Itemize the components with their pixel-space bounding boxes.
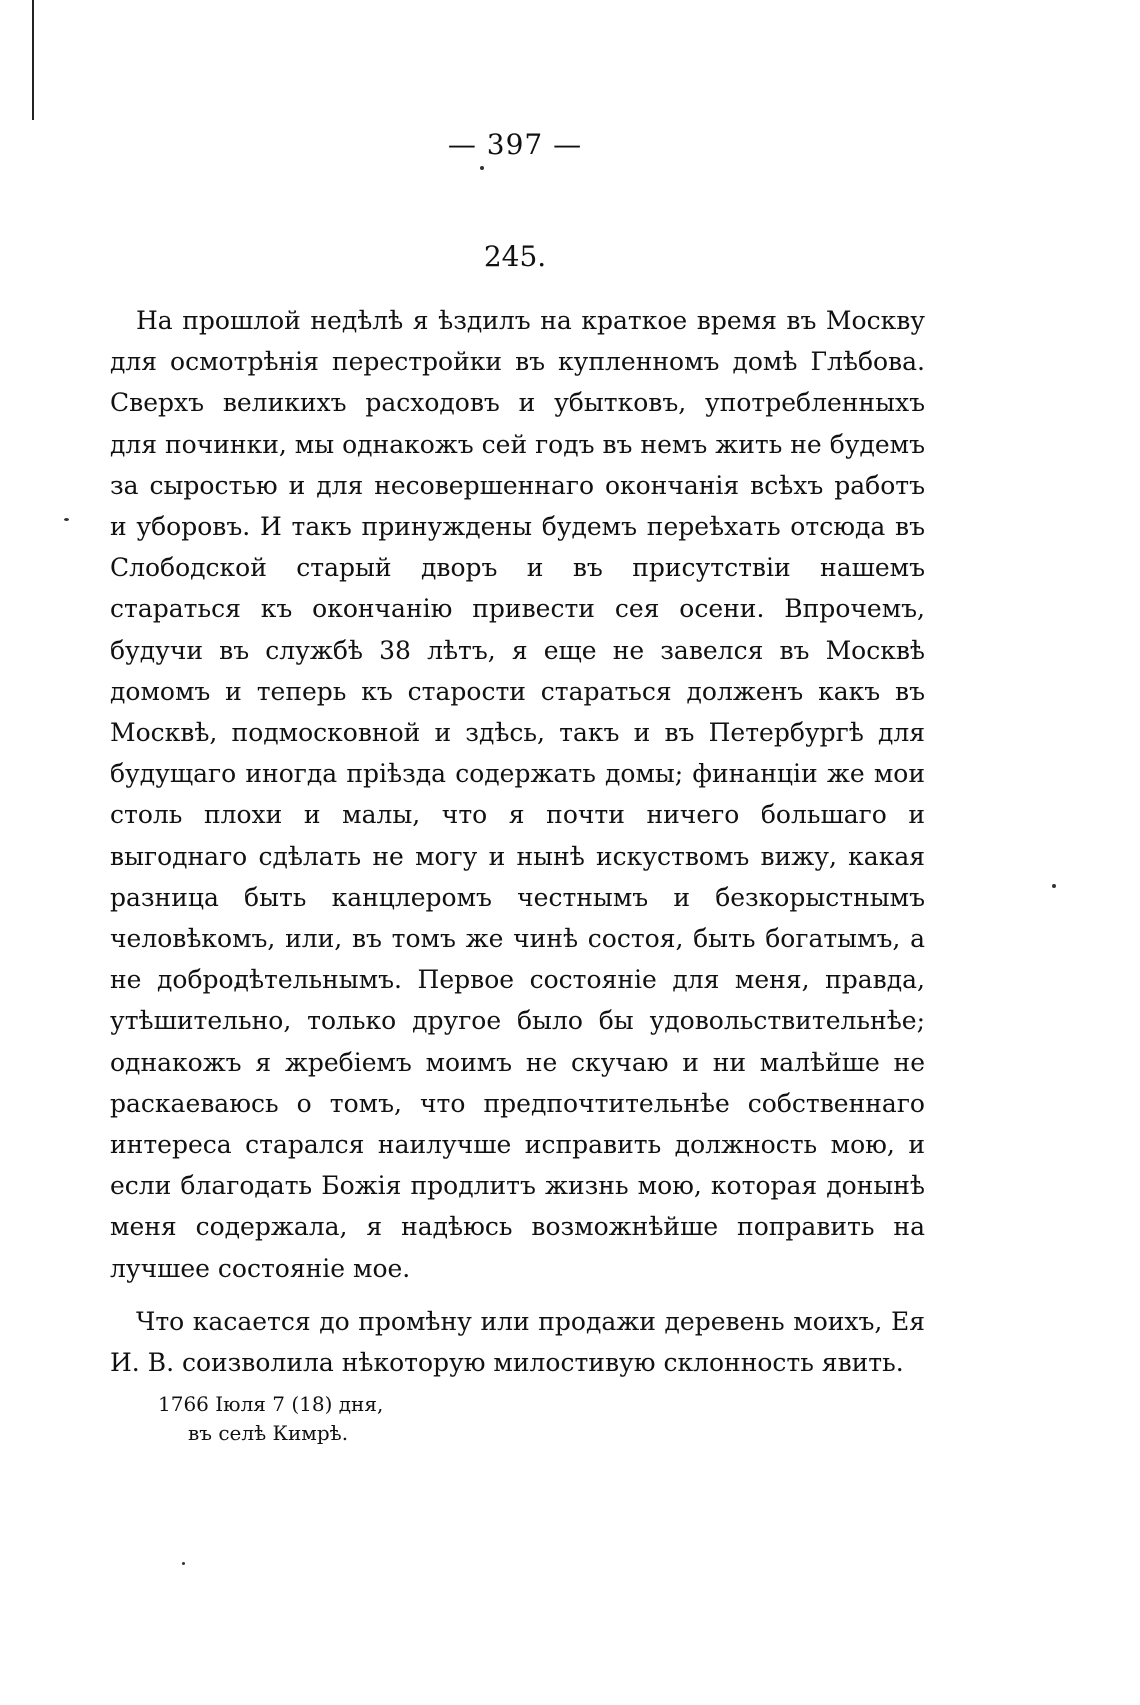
paragraph: На прошлой недѣлѣ я ѣздилъ на краткое время въ Москву для осмотрѣнія перестройки въ купленномъ домѣ Глѣбова. Сверхъ великихъ расходовъ и убытковъ, употребленныхъ для починки, мы однакожъ сей годъ въ немъ жить не будемъ за сыростью и для несовершеннаго окончанія всѣхъ работъ и уборовъ. И такъ принуждены будемъ переѣхать отсюда въ Слободской старый дворъ и въ присутствіи нашемъ стараться къ окончанію привести сея осени. Впрочемъ, будучи въ службѣ 38 лѣтъ, я еще не завелся въ Москвѣ домомъ и теперь къ старости стараться долженъ какъ въ Москвѣ, подмосковной и здѣсь, такъ и въ Петербургѣ для будущаго иногда пріѣзда содержать домы; финанціи же мои столь плохи и малы, что я почти ничего большаго и выгоднаго сдѣлать не могу и нынѣ искуствомъ вижу, какая разница быть канцлеромъ честнымъ и безкорыстнымъ человѣкомъ, или, въ томъ же чинѣ состоя, быть богатымъ, а не добродѣтельнымъ. Первое состояніе для меня, правда, утѣшительно, только другое было бы удовольствительнѣе; однакожъ я жребіемъ моимъ не скучаю и ни малѣйше не раскаеваюсь о томъ, что предпочтительнѣе собственнаго интереса старался наилучше исправить должность мою, и если благодать Божія продлитъ жизнь мою, которая донынѣ меня содержала, я надѣюсь возможнѣйше поправить на лучшее состояніе мое. (110, 306, 925, 1283)
scan-speck (480, 166, 484, 170)
signature-place: въ селѣ Кимрѣ. (188, 1421, 349, 1445)
scan-speck (182, 1562, 185, 1565)
letter-body (110, 300, 925, 1383)
signature-date: 1766 Іюля 7 (18) дня, (158, 1392, 384, 1416)
page-number: — 397 — (447, 128, 583, 161)
scan-speck (1052, 884, 1056, 888)
paragraph: Что касается до промѣну или продажи деревень моихъ, Ея И. В. соизволила нѣкоторую милостивую склонность явить. (110, 1306, 925, 1378)
page-edge-line (32, 0, 34, 120)
letter-number: 245. (483, 240, 547, 273)
scan-speck (64, 518, 69, 521)
date-place-signature (158, 1390, 383, 1448)
